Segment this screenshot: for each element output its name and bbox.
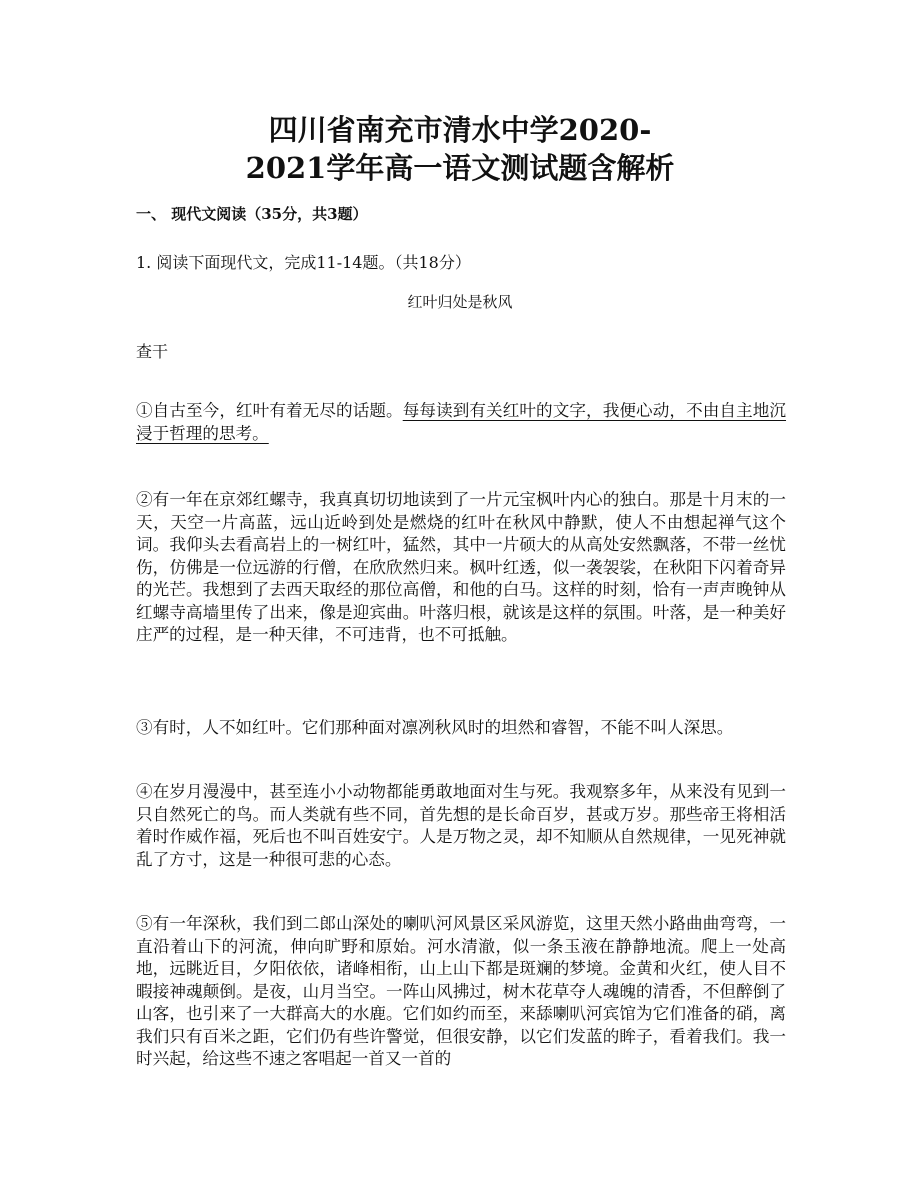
section-heading: 一、 现代文阅读（35分，共3题） <box>136 205 368 223</box>
paragraph-4: ④在岁月漫漫中，甚至连小小动物都能勇敢地面对生与死。我观察多年，从来没有见到一只自然死亡的鸟。而人类就有些不同，首先想的是长命百岁，甚或万岁。那些帝王将相活着时作威作福，死后也不叫百姓安宁。人是万物之灵，却不知顺从自然规律，一见死神就乱了方寸，这是一种很可悲的心态。 <box>136 782 786 869</box>
essay-title: 红叶归处是秋风 <box>407 293 513 311</box>
doc-title-line-1: 四川省南充市清水中学2020- <box>268 113 652 147</box>
question-prompt: 1. 阅读下面现代文，完成11-14题。（共18分） <box>136 253 471 272</box>
paragraph-3: ③有时，人不如红叶。它们那种面对凛冽秋风时的坦然和睿智，不能不叫人深思。 <box>136 718 734 737</box>
paragraph-5: ⑤有一年深秋，我们到二郎山深处的喇叭河风景区采风游览，这里天然小路曲曲弯弯，一直沿着山下的河流，伸向旷野和原始。河水清澈，似一条玉液在静静地流。爬上一处高地，远眺近目，夕阳依依，诸峰相衔，山上山下都是斑斓的梦境。金黄和火红，使人目不暇接神魂颠倒。是夜，山月当空。一阵山风拂过，树木花草夺人魂魄的清香，不但醉倒了山客，也引来了一大群高大的水鹿。它们如约而至，来舔喇叭河宾馆为它们准备的硝，离我们只有百米之距，它们仍有些许警觉，但很安静，以它们发蓝的眸子，看着我们。我一时兴起，给这些不速之客唱起一首又一首的 <box>136 914 786 1068</box>
essay-author: 查干 <box>136 342 169 361</box>
paragraph-1-text: ①自古至今，红叶有着无尽的话题。 <box>136 401 403 420</box>
paragraph-2: ②有一年在京郊红螺寺，我真真切切地读到了一片元宝枫叶内心的独白。那是十月末的一天，天空一片高蓝，远山近岭到处是燃烧的红叶在秋风中静默，使人不由想起禅气这个词。我仰头去看高岩上的一树红叶，猛然，其中一片硕大的从高处安然飘落，不带一丝忧伤，仿佛是一位远游的行僧，在欣欣然归来。枫叶红透，似一袭袈裟，在秋阳下闪着奇异的光芒。我想到了去西天取经的那位高僧，和他的白马。这样的时刻，恰有一声声晚钟从红螺寺高墙里传了出来，像是迎宾曲。叶落归根，就该是这样的氛围。叶落，是一种美好庄严的过程，是一种天律，不可违背，也不可抵触。 <box>136 490 786 644</box>
paragraph-1-underlined-text: 每每读到有关红叶的文字，我便心动，不由自主地沉浸于哲理的思考。 <box>136 401 787 443</box>
doc-title-line-2: 2021学年高一语文测试题含解析 <box>245 151 675 185</box>
paragraph-1 <box>136 400 786 445</box>
